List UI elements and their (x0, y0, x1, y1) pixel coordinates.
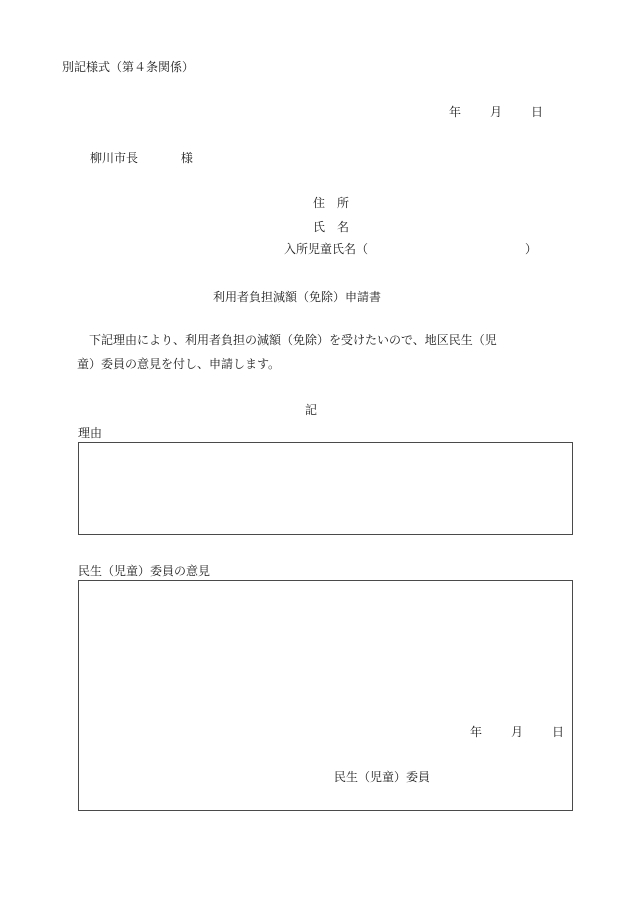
ki-heading: 記 (305, 403, 318, 417)
reason-label: 理由 (78, 426, 103, 440)
body-line-1: 下記理由により、利用者負担の減額（免除）を受けたいので、地区民生（児 (77, 333, 497, 347)
addressee-name: 柳川市長 (90, 151, 139, 165)
addressee (90, 149, 193, 166)
opinion-date-year: 年 (470, 725, 483, 739)
submission-date (449, 103, 543, 120)
opinion-date-month: 月 (510, 725, 523, 739)
date-month: 月 (489, 105, 502, 119)
opinion-date (470, 723, 564, 740)
opinion-signer-label: 民生（児童）委員 (334, 770, 431, 784)
document-title: 利用者負担減額（免除）申請書 (213, 290, 382, 304)
reason-box[interactable] (78, 442, 573, 535)
opinion-box[interactable] (78, 580, 573, 811)
form-label: 別記様式（第４条関係） (62, 60, 195, 74)
child-name-close: ） (524, 242, 537, 256)
body-line-2: 童）委員の意見を付し、申請します。 (77, 357, 281, 371)
addressee-honorific: 様 (180, 151, 193, 165)
opinion-date-day: 日 (551, 725, 564, 739)
opinion-label: 民生（児童）委員の意見 (78, 564, 211, 578)
address-label: 住 所 (313, 196, 350, 210)
name-label: 氏 名 (313, 220, 350, 234)
child-name-row (284, 240, 537, 257)
date-day: 日 (530, 105, 543, 119)
date-year: 年 (449, 105, 462, 119)
child-name-label: 入所児童氏名（ (284, 242, 369, 256)
